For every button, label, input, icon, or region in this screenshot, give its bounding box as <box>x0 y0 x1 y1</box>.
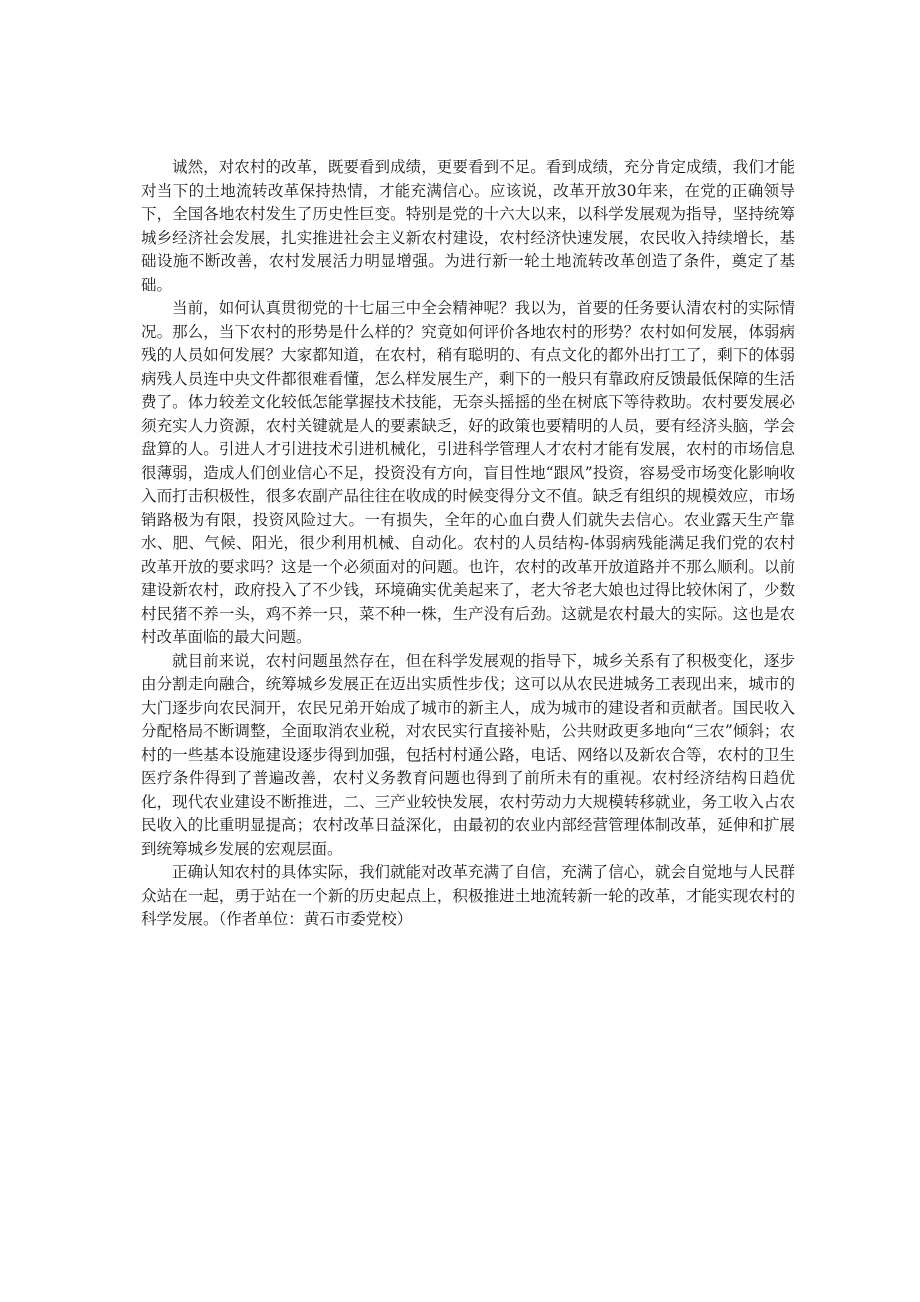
paragraph-conclusion: 正确认知农村的具体实际，我们就能对改革充满了自信，充满了信心，就会自觉地与人民群众站在一起，勇于站在一个新的历史起点上，积极推进土地流转新一轮的改革，才能实现农村的科学发展。（作者单位：黄石市委党校） <box>141 863 795 928</box>
paragraph-current-situation: 当前，如何认真贯彻党的十七届三中全会精神呢？我以为，首要的任务要认清农村的实际情况。那么，当下农村的形势是什么样的？究竟如何评价各地农村的形势？农村如何发展，体弱病残的人员如何发展？大家都知道，在农村，稍有聪明的、有点文化的都外出打工了，剩下的体弱病残人员连中央文件都很难看懂，怎么样发展生产，剩下的一般只有靠政府反馈最低保障的生活费了。体力较差文化较低怎能掌握技术技能，无奈头摇摇的坐在树底下等待救助。农村要发展必须充实人力资源，农村关键就是人的要素缺乏，好的政策也要精明的人员，要有经济头脑，学会盘算的人。引进人才引进技术引进机械化，引进科学管理人才农村才能有发展，农村的市场信息很薄弱，造成人们创业信心不足，投资没有方向，盲目性地“跟风”投资，容易受市场变化影响收入而打击积极性，很多农副产品往往在收成的时候变得分文不值。缺乏有组织的规模效应，市场销路极为有限，投资风险过大。一有损失，全年的心血白费人们就失去信心。农业露天生产靠水、肥、气候、阳光，很少利用机械、自动化。农村的人员结构-体弱病残能满足我们党的农村改革开放的要求吗？这是一个必须面对的问题。也许，农村的改革开放道路并不那么顺利。以前建设新农村，政府投入了不少钱，环境确实优美起来了，老大爷老大娘也过得比较休闲了，少数村民猪不养一头，鸡不养一只，菜不种一株，生产没有后劲。这就是农村最大的实际。这也是农村改革面临的最大问题。 <box>141 299 795 646</box>
document-body <box>141 156 795 932</box>
paragraph-achievements: 诚然，对农村的改革，既要看到成绩，更要看到不足。看到成绩，充分肯定成绩，我们才能对当下的土地流转改革保持热情，才能充满信心。应该说，改革开放30年来，在党的正确领导下，全国各地农村发生了历史性巨变。特别是党的十六大以来，以科学发展观为指导，坚持统筹城乡经济社会发展，扎实推进社会主义新农村建设，农村经济快速发展，农民收入持续增长，基础设施不断改善，农村发展活力明显增强。为进行新一轮土地流转改革创造了条件，奠定了基础。 <box>141 158 795 294</box>
paragraph-progress: 就目前来说，农村问题虽然存在，但在科学发展观的指导下，城乡关系有了积极变化，逐步由分割走向融合，统筹城乡发展正在迈出实质性步伐；这可以从农民进城务工表现出来，城市的大门逐步向农民洞开，农民兄弟开始成了城市的新主人，成为城市的建设者和贡献者。国民收入分配格局不断调整，全面取消农业税，对农民实行直接补贴，公共财政更多地向“三农”倾斜；农村的一些基本设施建设逐步得到加强，包括村村通公路，电话、网络以及新农合等，农村的卫生医疗条件得到了普遍改善，农村义务教育问题也得到了前所未有的重视。农村经济结构日趋优化，现代农业建设不断推进，二、三产业较快发展，农村劳动力大规模转移就业，务工收入占农民收入的比重明显提高；农村改革日益深化，由最初的农业内部经营管理体制改革，延伸和扩展到统筹城乡发展的宏观层面。 <box>141 651 795 858</box>
